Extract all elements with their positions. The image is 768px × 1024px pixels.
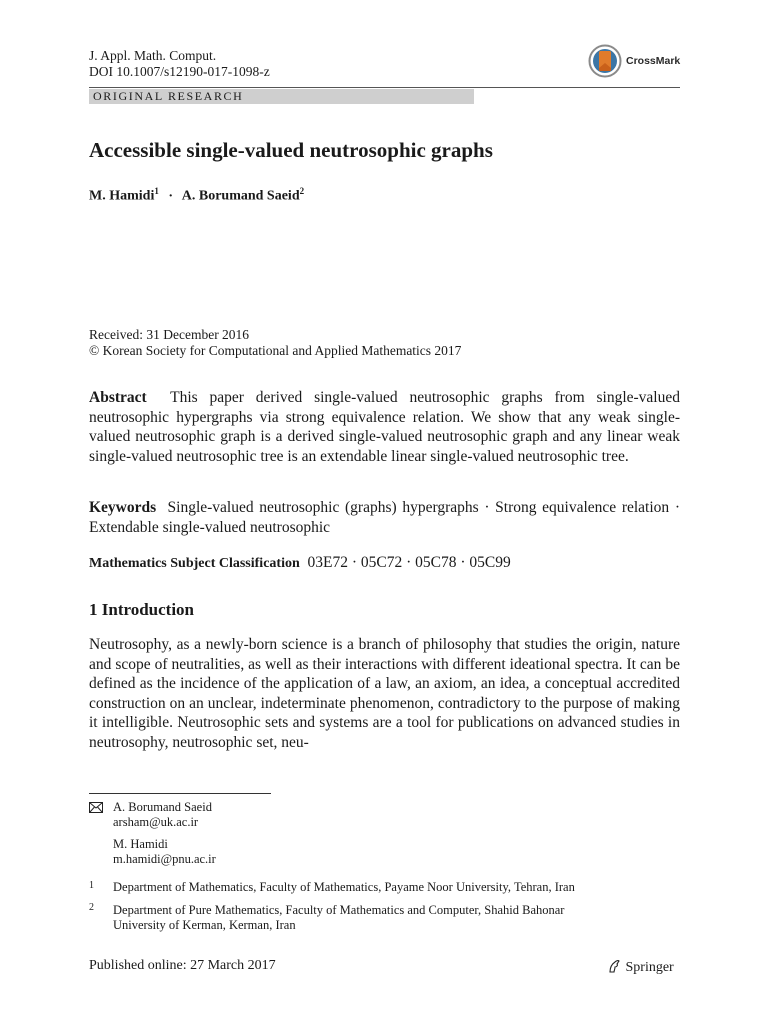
section-label: ORIGINAL RESEARCH xyxy=(93,89,244,103)
msc-text: 03E72 · 05C72 · 05C78 · 05C99 xyxy=(307,554,511,571)
article-meta xyxy=(89,327,461,359)
keywords-label: Keywords xyxy=(89,499,157,516)
contact-email[interactable]: m.hamidi@pnu.ac.ir xyxy=(113,852,216,866)
received-date: Received: 31 December 2016 xyxy=(89,327,250,342)
affiliation-1: Department of Mathematics, Faculty of Mathematics, Payame Noor University, Tehran, Iran xyxy=(113,880,575,894)
abstract-label: Abstract xyxy=(89,389,147,406)
copyright: © Korean Society for Computational and Applied Mathematics 2017 xyxy=(89,343,462,358)
contact-hamidi xyxy=(113,837,216,867)
published-date: Published online: 27 March 2017 xyxy=(89,958,276,973)
author-saeid[interactable]: A. Borumand Saeid xyxy=(181,188,300,204)
contact-email[interactable]: arsham@uk.ac.ir xyxy=(113,815,199,829)
abstract-text: This paper derived single-valued neutrosophic graphs from single-valued neutrosophic hypergraphs via strong equivalence relation. We show that any weak single-valued neutrosophic graph is a derived single-valued neutrosophic graph and any linear weak single-valued neutrosophic tree is an extendable linear single-valued neutrosophic tree. xyxy=(89,389,680,465)
author-separator: · xyxy=(168,188,174,204)
crossmark-badge[interactable] xyxy=(588,44,680,78)
journal-header xyxy=(89,48,270,80)
contact-saeid xyxy=(113,800,212,830)
contact-name: A. Borumand Saeid xyxy=(113,800,212,814)
crossmark-icon xyxy=(588,44,622,78)
msc-label: Mathematics Subject Classification xyxy=(89,556,300,571)
affiliation-2-line-2: University of Kerman, Kerman, Iran xyxy=(113,918,296,932)
doi[interactable]: DOI 10.1007/s12190-017-1098-z xyxy=(89,64,270,79)
author-list xyxy=(89,186,304,205)
author-hamidi[interactable]: M. Hamidi xyxy=(89,188,155,204)
footnote-rule xyxy=(89,793,271,794)
section-heading-introduction: 1 Introduction xyxy=(89,600,195,619)
publisher-logo xyxy=(606,958,674,976)
paper-title: Accessible single-valued neutrosophic graphs xyxy=(89,138,493,162)
introduction-text: Neutrosophy, as a newly-born science is a branch of philosophy that studies the origin, nature and scope of neutralities, as well as their interactions with different ideational spectra. It can be defined as the incidence of the application of a law, an axiom, an idea, a conceptual accredited construction on an unclear, indeterminate phenomenon, contradictory to the purpose of making it intelligible. Neutrosophic sets and systems are a tool for publications on advanced studies in neutrosophy, neutrosophic set, neu- xyxy=(89,636,680,751)
springer-horse-icon xyxy=(606,958,622,974)
msc xyxy=(89,553,680,574)
affiliation-2-line-1: Department of Pure Mathematics, Faculty of Mathematics and Computer, Shahid Bahonar xyxy=(113,903,565,917)
author-saeid-affiliation: 2 xyxy=(299,186,305,196)
publisher-name: Springer xyxy=(625,960,674,975)
crossmark-label: CrossMark xyxy=(626,55,681,67)
affiliation-2-number: 2 xyxy=(89,902,94,913)
affiliation-1-number: 1 xyxy=(89,880,94,891)
contact-name: M. Hamidi xyxy=(113,837,168,851)
author-hamidi-affiliation: 1 xyxy=(154,186,159,196)
header-rule xyxy=(89,87,680,88)
journal-name: J. Appl. Math. Comput. xyxy=(89,48,217,63)
keywords-text: Single-valued neutrosophic (graphs) hypergraphs · Strong equivalence relation · Extendable single-valued neutrosophic xyxy=(89,499,681,536)
abstract xyxy=(89,388,680,466)
section-banner xyxy=(89,89,474,104)
envelope-icon xyxy=(89,802,103,817)
keywords xyxy=(89,498,680,537)
affiliation-2 xyxy=(113,903,564,933)
